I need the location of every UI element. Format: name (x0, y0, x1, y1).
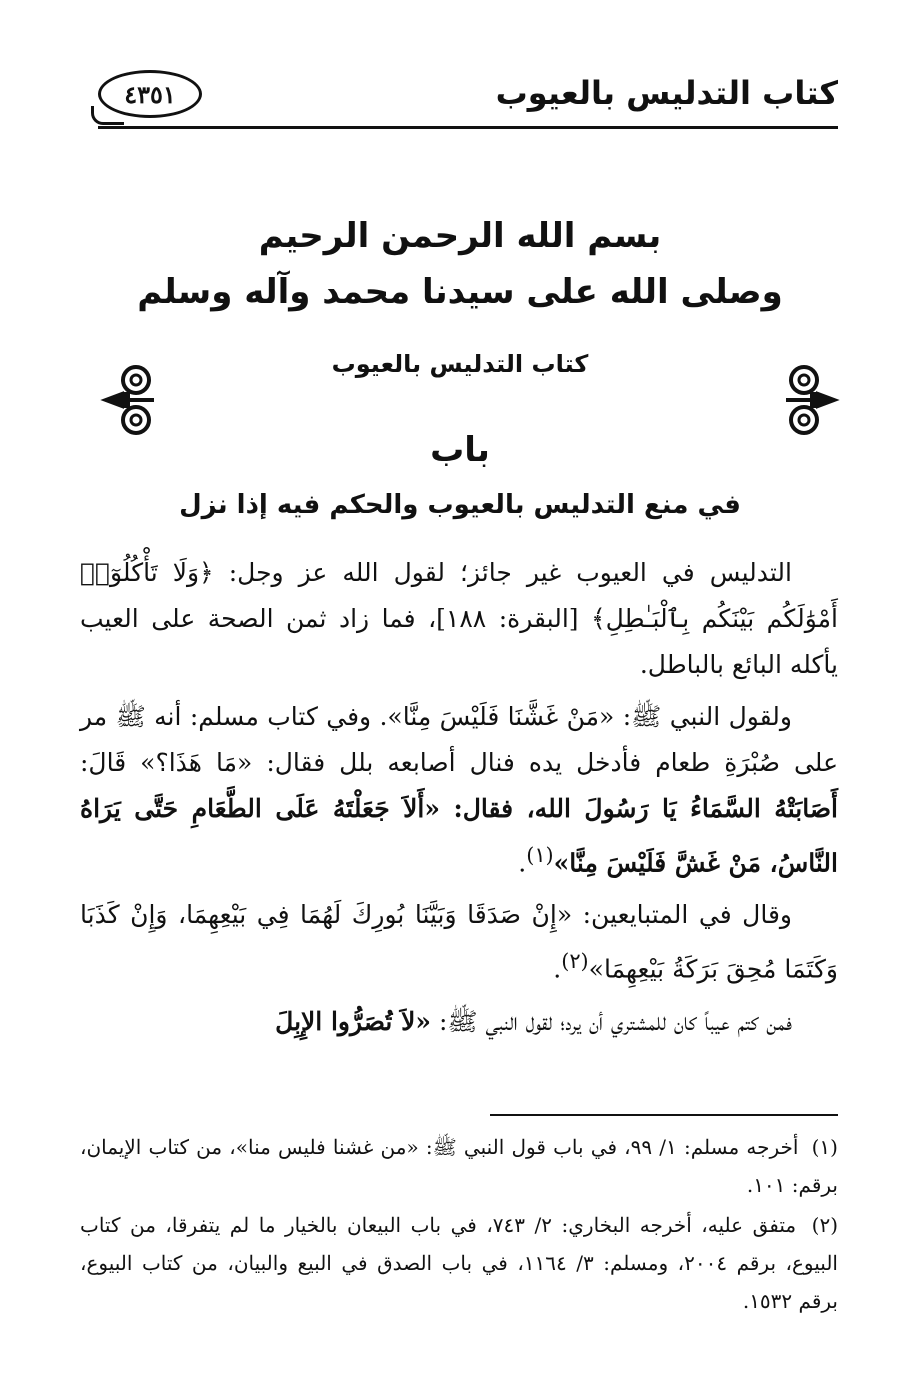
page-number: ٤٣٥١ (124, 79, 176, 109)
page-number-badge (98, 70, 202, 118)
footnote-2 (80, 1206, 838, 1320)
chapter-subtitle: في منع التدليس بالعيوب والحكم فيه إذا نزل (179, 490, 741, 520)
footnote-2-number: (٢) (811, 1213, 839, 1237)
basmala-line-2: وصلى الله على سيدنا محمد وآله وسلم (137, 272, 783, 312)
paragraph-1: التدليس في العيوب غير جائز؛ لقول الله عز وجل: ﴿وَلَا تَأْكُلُوٓا۟ أَمْوَٰلَكُم بَيْنَكُم بِٱلْبَـٰطِلِ﴾ [البقرة: ١٨٨]، فما زاد ثمن الصحة على العيب يأكله البائع بالباطل. (80, 558, 838, 679)
running-title: كتاب التدليس بالعيوب (495, 74, 838, 112)
footnote-ref-2: (٢) (561, 949, 589, 974)
basmala (0, 208, 920, 320)
footnotes (80, 1128, 838, 1322)
paragraph-3: وقال في المتبايعين: «إِنْ صَدَقَا وَبَيَّنَا بُورِكَ لَهُمَا فِي بَيْعِهِمَا، وَإِنْ كَذَبَا وَكَتَمَا مُحِقَ بَرَكَةُ بَيْعِهِمَا»$^{(٢)}$. (80, 900, 838, 984)
paragraph-3-hadith: وقال في المتبايعين: «إِنْ صَدَقَا وَبَيَّنَا بُورِكَ لَهُمَا فِي بَيْعِهِمَا، وَإِنْ كَذَبَا وَكَتَمَا مُحِقَ بَرَكَةُ بَيْعِهِمَا» (80, 900, 838, 984)
paragraph-2: ولقول النبي ﷺ: «مَنْ غَشَّنَا فَلَيْسَ مِنَّا». وفي كتاب مسلم: أنه ﷺ مر على صُبْرَةِ طعام فأدخل يده فنال أصابعه بلل فقال: «مَا هَذَا؟» قَالَ: أَصَابَتْهُ السَّمَاءُ يَا رَسُولَ الله، فقال: «أَلاَ جَعَلْتَهُ عَلَى الطَّعَامِ حَتَّى يَرَاهُ النَّاسُ، مَنْ غَشَّ فَلَيْسَ مِنَّا»$^{(١)}$. (80, 702, 838, 878)
header-rule (98, 126, 838, 129)
floral-ornament-icon (100, 360, 162, 440)
footnote-1-text: أخرجه مسلم: ١/ ٩٩، في باب قول النبي ﷺ: «من غشنا فليس منا»، من كتاب الإيمان، برقم: ١٠١. (80, 1135, 838, 1197)
paragraph-4-hadith: «لاَ تُصَرُّوا الإِبِلَ (275, 1006, 431, 1036)
footnote-1 (80, 1128, 838, 1204)
paragraph-2-intro: ولقول النبي ﷺ: «مَنْ غَشَّنَا فَلَيْسَ مِنَّا». وفي كتاب مسلم: أنه ﷺ مر على صُبْرَةِ طعام فأدخل يده فنال أصابعه بلل فقال: «مَا هَذَا؟» قَالَ: (80, 702, 838, 777)
basmala-line-1: بسم الله الرحمن الرحيم (258, 216, 662, 256)
paragraph-4-intro: فمن كتم عيباً كان للمشتري أن يرد؛ لقول النبي ﷺ: (438, 1006, 792, 1036)
body-text (80, 550, 838, 1051)
paragraph-4 (80, 999, 838, 1045)
footnote-rule (490, 1114, 838, 1116)
footnote-1-number: (١) (811, 1135, 838, 1159)
footnote-ref-1: (١) (526, 843, 554, 867)
footnote-2-text: متفق عليه، أخرجه البخاري: ٢/ ٧٤٣، في باب البيعان بالخيار ما لم يتفرقا، من كتاب البيوع، برقم ٢٠٠٤، ومسلم: ٣/ ١١٦٤، في باب الصدق في البيع والبيان، من كتاب البيوع، برقم ١٥٣٢. (80, 1213, 838, 1313)
paragraph-2-hadith: أَصَابَتْهُ السَّمَاءُ يَا رَسُولَ الله، فقال: «أَلاَ جَعَلْتَهُ عَلَى الطَّعَامِ حَتَّى يَرَاهُ النَّاسُ، مَنْ غَشَّ فَلَيْسَ مِنَّا» (80, 794, 838, 878)
chapter-label: باب (430, 430, 490, 470)
book-title: كتاب التدليس بالعيوب (331, 350, 589, 378)
